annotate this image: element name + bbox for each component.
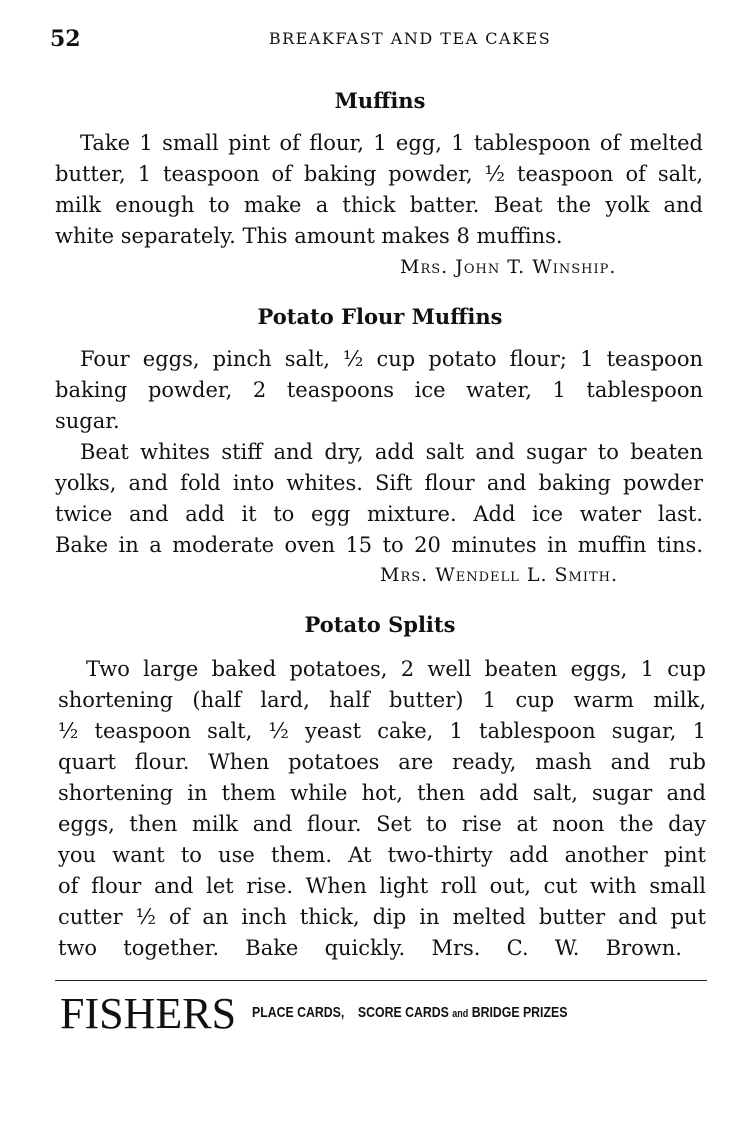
text-line: twice and add it to egg mixture. Add ice water last. [55,502,703,526]
text-line: quart flour. When potatoes are ready, mash and rub [58,750,706,774]
text-line: yolks, and fold into whites. Sift flour and baking powder [55,471,703,495]
ad-item: SCORE CARDS [357,1004,449,1021]
ad-item: PLACE CARDS, [252,1004,345,1021]
text-line: white separately. This amount makes 8 muffins. [55,224,563,248]
running-head: BREAKFAST AND TEA CAKES [268,29,552,48]
text-line: shortening in them while hot, then add salt, sugar and [58,781,706,805]
recipe-title-potato-splits: Potato Splits [304,612,456,637]
recipe-title-muffins: Muffins [334,88,426,113]
text-line: Two large baked potatoes, 2 well beaten eggs, 1 cup [86,657,706,681]
text-line: Beat whites stiff and dry, add salt and sugar to beaten [80,440,703,464]
text-line: eggs, then milk and flour. Set to rise at noon the day [58,812,706,836]
text-line: sugar. [55,409,120,433]
recipe-title-potato-flour-muffins: Potato Flour Muffins [257,304,503,329]
text-line: cutter ½ of an inch thick, dip in melted butter and put [58,905,706,929]
text-line: two together. Bake quickly. Mrs. C. W. Brown. [58,936,682,960]
text-line: Four eggs, pinch salt, ½ cup potato flour; 1 teaspoon [80,347,703,371]
text-line: baking powder, 2 teaspoons ice water, 1 tablespoon [55,378,703,402]
page-number: 52 [50,26,81,52]
footer-divider [55,980,707,981]
text-line: Take 1 small pint of flour, 1 egg, 1 tablespoon of melted [80,131,703,155]
recipe-attribution: Mrs. Wendell L. Smith. [380,564,619,586]
recipe-attribution: Mrs. John T. Winship. [400,256,617,278]
page-header [50,26,710,56]
text-line: milk enough to make a thick batter. Beat the yolk and [55,193,703,217]
text-line: ½ teaspoon salt, ½ yeast cake, 1 tablespoon sugar, 1 [58,719,706,743]
recipe-body-muffins [55,128,703,252]
recipe-body-potato-splits [58,654,706,964]
advertisement-text [252,1004,567,1021]
advertiser-brand: FISHERS [60,989,237,1038]
text-line: butter, 1 teaspoon of baking powder, ½ teaspoon of salt, [55,162,703,186]
ad-conjunction: and [452,1008,469,1020]
text-line: shortening (half lard, half butter) 1 cup warm milk, [58,688,706,712]
text-line: of flour and let rise. When light roll out, cut with small [58,874,706,898]
recipe-body-potato-flour-muffins [55,344,703,561]
ad-item: BRIDGE PRIZES [471,1004,568,1021]
advertisement-footer [60,988,710,1038]
text-line: Bake in a moderate oven 15 to 20 minutes in muffin tins. [55,533,703,557]
text-line: you want to use them. At two-thirty add another pint [58,843,706,867]
